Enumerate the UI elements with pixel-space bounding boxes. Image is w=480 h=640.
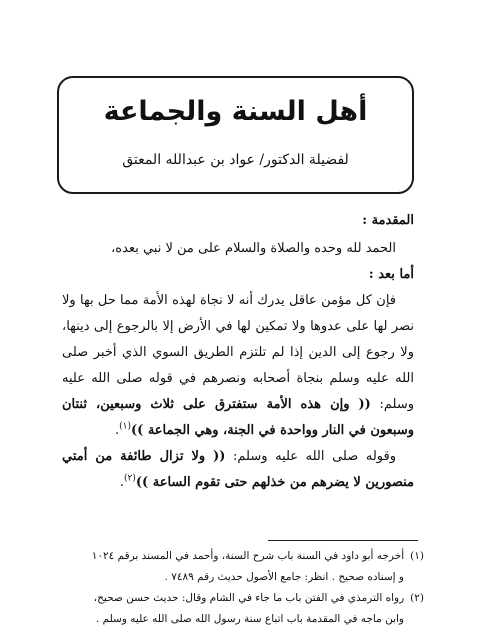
opening-praise: الحمد لله وحده والصلاة والسلام على من لا نبي بعده،	[111, 241, 396, 256]
title-box	[57, 76, 414, 194]
footnote-number-2: (٢)	[410, 592, 424, 604]
footnote-ref-2: (٢)	[124, 473, 136, 484]
footnotes	[62, 547, 424, 631]
paragraph-main-text: فإن كل مؤمن عاقل يدرك أنه لا نجاة لهذه الأمة مما حل بها ولا نصر لها على عدوها ولا تمكين لها في الأرض إلا بالرجوع إلى دينها، ولا رجوع إلى الدين إذا لم تلتزم الطريق السوي الذي أخبر صلى الله عليه وسلم بنجاة أصحابه ونصرهم في قوله صلى الله عليه وسلم:	[62, 293, 414, 412]
paragraph-main: فإن كل مؤمن عاقل يدرك أنه لا نجاة لهذه الأمة مما حل بها ولا نصر لها على عدوها ولا تمكين لها في الأرض إلا بالرجوع إلى دينها، ولا رجوع إلى الدين إذا لم تلتزم الطريق السوي الذي أخبر صلى الله عليه وسلم بنجاة أصحابه ونصرهم في قوله صلى الله عليه وسلم: (( وإن هذه الأمة ستفترق على ثلاث وسبعين، ثنتان وسبعون في النار وواحدة في الجنة، وهي الجماعة ))$^{(١)}$.	[62, 293, 414, 438]
body-text	[62, 208, 414, 496]
section-heading: المقدمة :	[362, 213, 414, 228]
author-line: لفضيلة الدكتور/ عواد بن عبدالله المعتق	[122, 152, 349, 168]
paragraph-second-text: وقوله صلى الله عليه وسلم:	[233, 449, 396, 464]
footnote-number-1: (١)	[410, 550, 424, 562]
document-title: أهل السنة والجماعة	[103, 96, 368, 127]
footnote-1-continued: و إسناده صحيح . انظر: جامع الأصول حديث رقم ٧٤٨٩ .	[164, 571, 404, 583]
footnote-2	[62, 589, 424, 608]
footnote-ref-1: (١)	[119, 421, 131, 432]
footnote-1	[62, 547, 424, 566]
footnote-2-continued: وابن ماجه في المقدمة باب اتباع سنة رسول الله صلى الله عليه وسلم .	[95, 613, 404, 625]
footnote-text-2: رواه الترمذي في الفتن باب ما جاء في الشام وقال: حديث حسن صحيح،	[93, 592, 405, 604]
hadith-quote-2: (( ولا تزال طائفة من أمتي منصورين لا يضرهم من خذلهم حتى تقوم الساعة ))	[62, 449, 414, 490]
paragraph-second: وقوله صلى الله عليه وسلم: (( ولا تزال طائفة من أمتي منصورين لا يضرهم من خذلهم حتى تقوم الساعة ))$^{(٢)}$.	[62, 449, 414, 490]
amma-baad: أما بعد :	[368, 267, 414, 282]
footnote-divider	[268, 540, 418, 541]
footnote-text-1: أخرجه أبو داود في السنة باب شرح السنة، وأحمد في المسند برقم ١٠٢٤	[91, 550, 405, 562]
hadith-quote-1: (( وإن هذه الأمة ستفترق على ثلاث وسبعين، ثنتان وسبعون في النار وواحدة في الجنة، وهي الجماعة ))	[62, 397, 414, 438]
